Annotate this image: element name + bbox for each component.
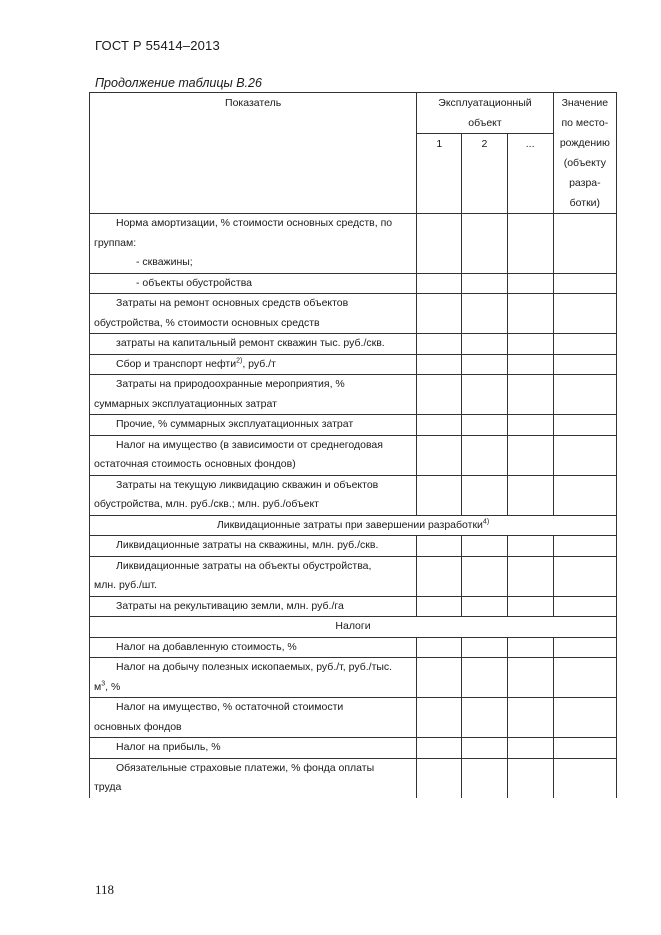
page-number: 118 (95, 882, 115, 897)
row-label: Сбор и транспорт нефти$^{2)}$, руб./т (90, 354, 417, 375)
row-label: Прочие, % суммарных эксплуатационных затрат (90, 415, 417, 436)
table-row (90, 375, 617, 415)
row-label: Обязательные страховые платежи, % фонда оплаты труда (90, 758, 417, 798)
table-row (90, 294, 617, 334)
row-label: Затраты на текущую ликвидацию скважин и объектов обустройства, млн. руб./скв.; млн. руб./объект (90, 475, 417, 515)
section-row-liquidation (90, 515, 617, 536)
row-label: Затраты на рекультивацию земли, млн. руб./га (90, 596, 417, 617)
row-label: Налог на имущество (в зависимости от среднегодовая остаточная стоимость основных фондов) (90, 435, 417, 475)
table-row (90, 698, 617, 738)
table-caption: Продолжение таблицы В.26 (95, 76, 262, 90)
row-label: затраты на капитальный ремонт скважин тыс. руб./скв. (90, 334, 417, 355)
table-row (90, 658, 617, 698)
table-row (90, 415, 617, 436)
row-label: Затраты на природоохранные мероприятия, % суммарных эксплуатационных затрат (90, 375, 417, 415)
table-row (90, 596, 617, 617)
row-label: Налог на прибыль, % (90, 738, 417, 759)
table-row (90, 354, 617, 375)
document-code: ГОСТ Р 55414–2013 (95, 38, 220, 53)
table-row (90, 435, 617, 475)
row-label: Норма амортизации, % стоимости основных средств, по группам: (90, 214, 417, 254)
header-operating-object: Эксплуатационный объект (417, 93, 554, 134)
table-row (90, 334, 617, 355)
table-row (90, 536, 617, 557)
row-label: Затраты на ремонт основных средств объектов обустройства, % стоимости основных средств (90, 294, 417, 334)
table-row (90, 253, 617, 273)
table-row (90, 475, 617, 515)
row-label: - скважины; (90, 253, 417, 273)
table-row (90, 214, 617, 254)
table-header-row (90, 93, 617, 134)
table-row (90, 273, 617, 294)
table-row (90, 738, 617, 759)
subcol-1: 1 (417, 134, 462, 214)
section-row-taxes (90, 617, 617, 638)
section-title: Ликвидационные затраты при завершении разработки$^{4)}$ (90, 515, 617, 536)
section-title: Налоги (90, 617, 617, 638)
header-indicator: Показатель (90, 93, 417, 214)
row-label: Налог на добавленную стоимость, % (90, 637, 417, 658)
header-field-value: Значение по место- рождению (объекту разра- ботки) (553, 93, 616, 214)
indicator-table (89, 92, 617, 798)
subcol-2: 2 (462, 134, 507, 214)
subcol-ellipsis: ... (507, 134, 553, 214)
table-row (90, 637, 617, 658)
row-label: Ликвидационные затраты на объекты обустройства, млн. руб./шт. (90, 556, 417, 596)
table-row (90, 556, 617, 596)
row-label: Ликвидационные затраты на скважины, млн. руб./скв. (90, 536, 417, 557)
row-label: Налог на добычу полезных ископаемых, руб./т, руб./тыс. $м^3$, % (90, 658, 417, 698)
row-label: Налог на имущество, % остаточной стоимости основных фондов (90, 698, 417, 738)
table-row (90, 758, 617, 798)
row-label: - объекты обустройства (90, 273, 417, 294)
